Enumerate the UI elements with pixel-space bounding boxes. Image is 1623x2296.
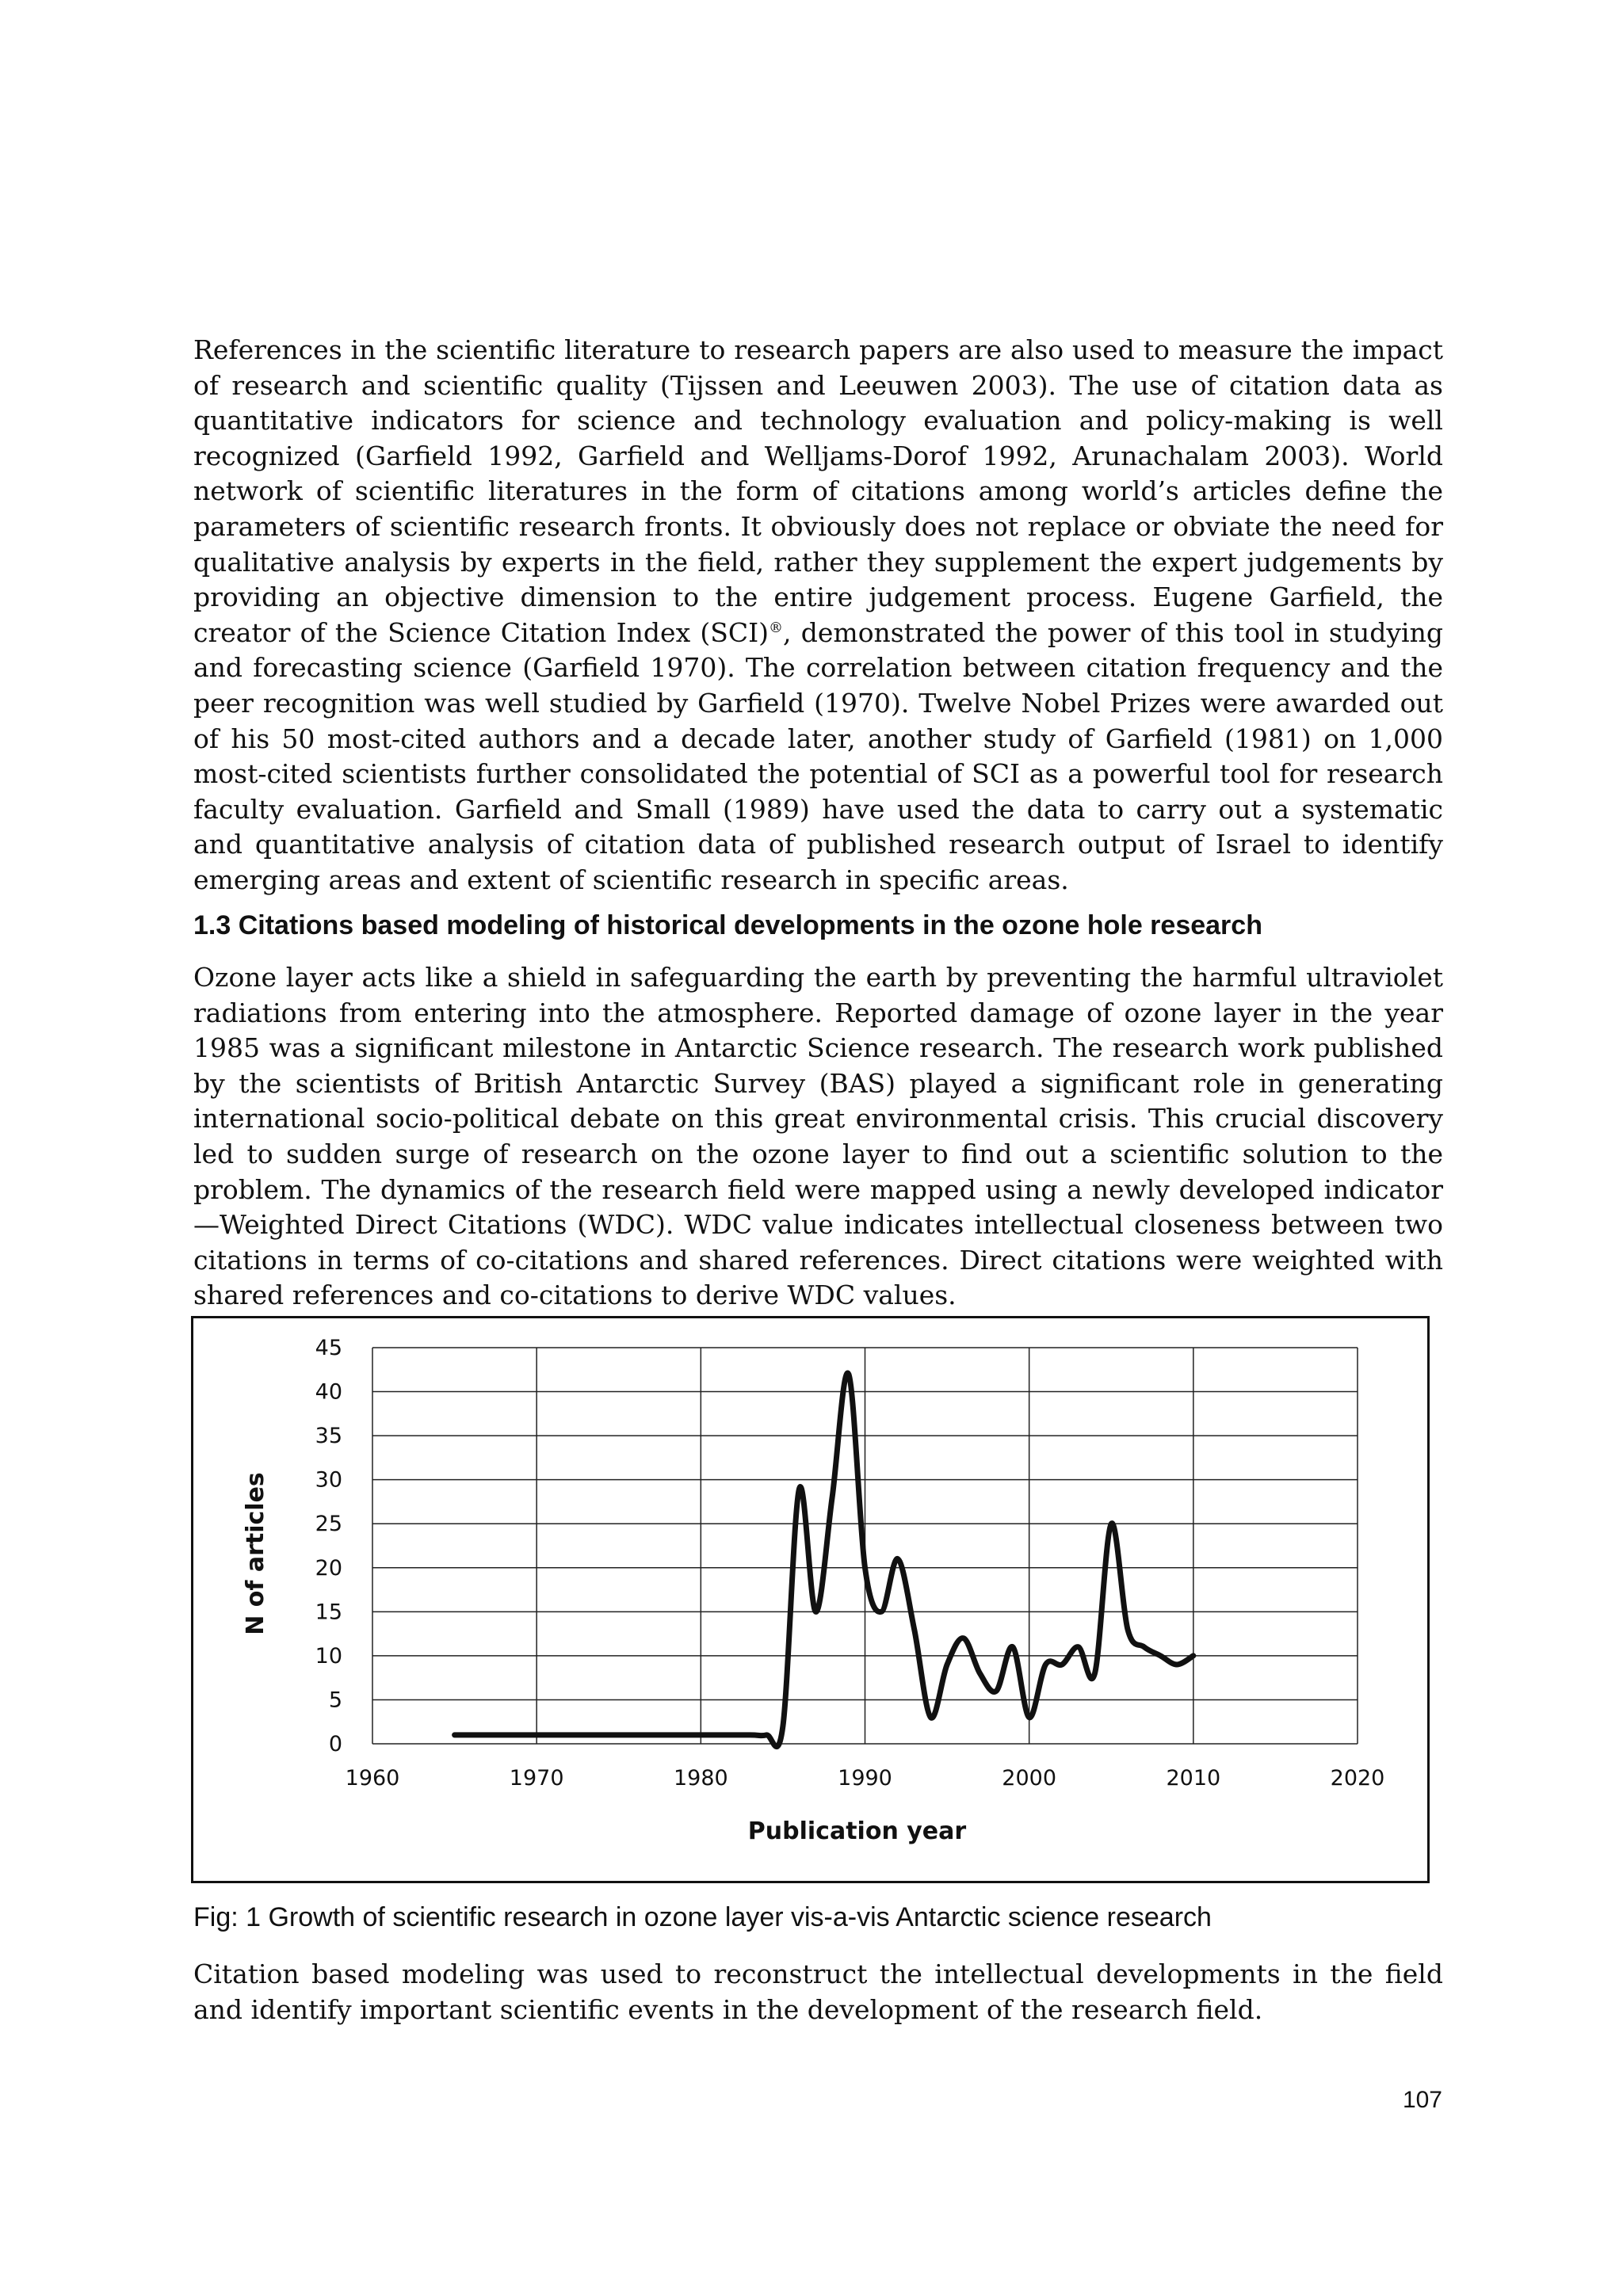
x-tick-label: 1960 [345, 1766, 400, 1791]
paragraph-text-part: , demonstrated the power of this tool in studying and forecasting science (Garfield 1970). The correlation between citation frequency and the peer recognition was well studied by Garfield (1970). Twelve Nobel Prizes were awarded out of his 50 most-cited authors and a decade later, another study of Garfield (1981) on 1,000 most-cited scientists further consolidated the potential of SCI as a powerful tool for research faculty evaluation. Garfield and Small (1989) have used the data to carry out a systematic and quantitative analysis of citation data of published research output of Israel to identify emerging areas and extent of scientific research in specific areas. [193, 616, 1443, 895]
y-tick-label: 0 [328, 1732, 342, 1756]
registered-mark: ® [769, 619, 784, 636]
y-tick-label: 30 [315, 1467, 342, 1493]
y-tick-label: 40 [315, 1379, 342, 1405]
page-number: 107 [1402, 2087, 1442, 2113]
paragraph-ozone: Ozone layer acts like a shield in safeguarding the earth by preventing the harmful ultraviolet radiations from entering into the atmosphere. Reported damage of ozone layer in the year 1985 was a significant milestone in Antarctic Science research. The research work published by the scientists of British Antarctic Survey (BAS) played a significant role in generating international socio-political debate on this great environmental crisis. This crucial discovery led to sudden surge of research on the ozone layer to find out a scientific solution to the problem. The dynamics of the research field were mapped using a newly developed indicator—Weighted Direct Citations (WDC). WDC value indicates intellectual closeness between two citations in terms of co-citations and shared references. Direct citations were weighted with shared references and co-citations to derive WDC values. [193, 962, 1443, 1311]
y-tick-label: 5 [328, 1688, 342, 1713]
x-tick-label: 2000 [1002, 1766, 1057, 1791]
y-tick-label: 35 [315, 1424, 342, 1449]
line-chart [193, 1318, 1432, 1886]
x-tick-label: 2020 [1330, 1766, 1385, 1791]
paragraph-citations-intro [193, 333, 1443, 898]
figure-caption: Fig: 1 Growth of scientific research in ozone layer vis-a-vis Antarctic science research [193, 1902, 1212, 1932]
paragraph-conclusion: Citation based modeling was used to reconstruct the intellectual developments in the field and identify important scientific events in the development of the research field. [193, 1958, 1443, 2025]
y-axis-title: N of articles [242, 1472, 269, 1635]
x-tick-label: 1990 [838, 1766, 892, 1791]
x-tick-label: 1980 [673, 1766, 728, 1791]
y-tick-label: 20 [315, 1555, 342, 1581]
series-line [455, 1373, 1193, 1747]
y-tick-label: 10 [315, 1643, 342, 1669]
y-tick-label: 45 [315, 1336, 342, 1360]
y-tick-label: 15 [315, 1600, 342, 1625]
x-axis-title: Publication year [747, 1817, 967, 1845]
paragraph-text-part: References in the scientific literature to research papers are also used to measure the impact of research and scientific quality (Tijssen and Leeuwen 2003). The use of citation data as quantitative indicators for science and technology evaluation and policy-making is well recognized (Garfield 1992, Garfield and Welljams-Dorof 1992, Arunachalam 2003). World network of scientific literatures in the form of citations among world’s articles define the parameters of scientific research fronts. It obviously does not replace or obviate the need for qualitative analysis by experts in the field, rather they supplement the expert judgements by providing an objective dimension to the entire judgement process. Eugene Garfield, the creator of the Science Citation Index (SCI) [193, 334, 1443, 648]
section-heading: 1.3 Citations based modeling of historical developments in the ozone hole research [193, 910, 1262, 940]
figure-chart [191, 1316, 1430, 1883]
x-tick-label: 2010 [1166, 1766, 1221, 1791]
y-tick-label: 25 [315, 1512, 342, 1537]
x-tick-label: 1970 [509, 1766, 564, 1791]
